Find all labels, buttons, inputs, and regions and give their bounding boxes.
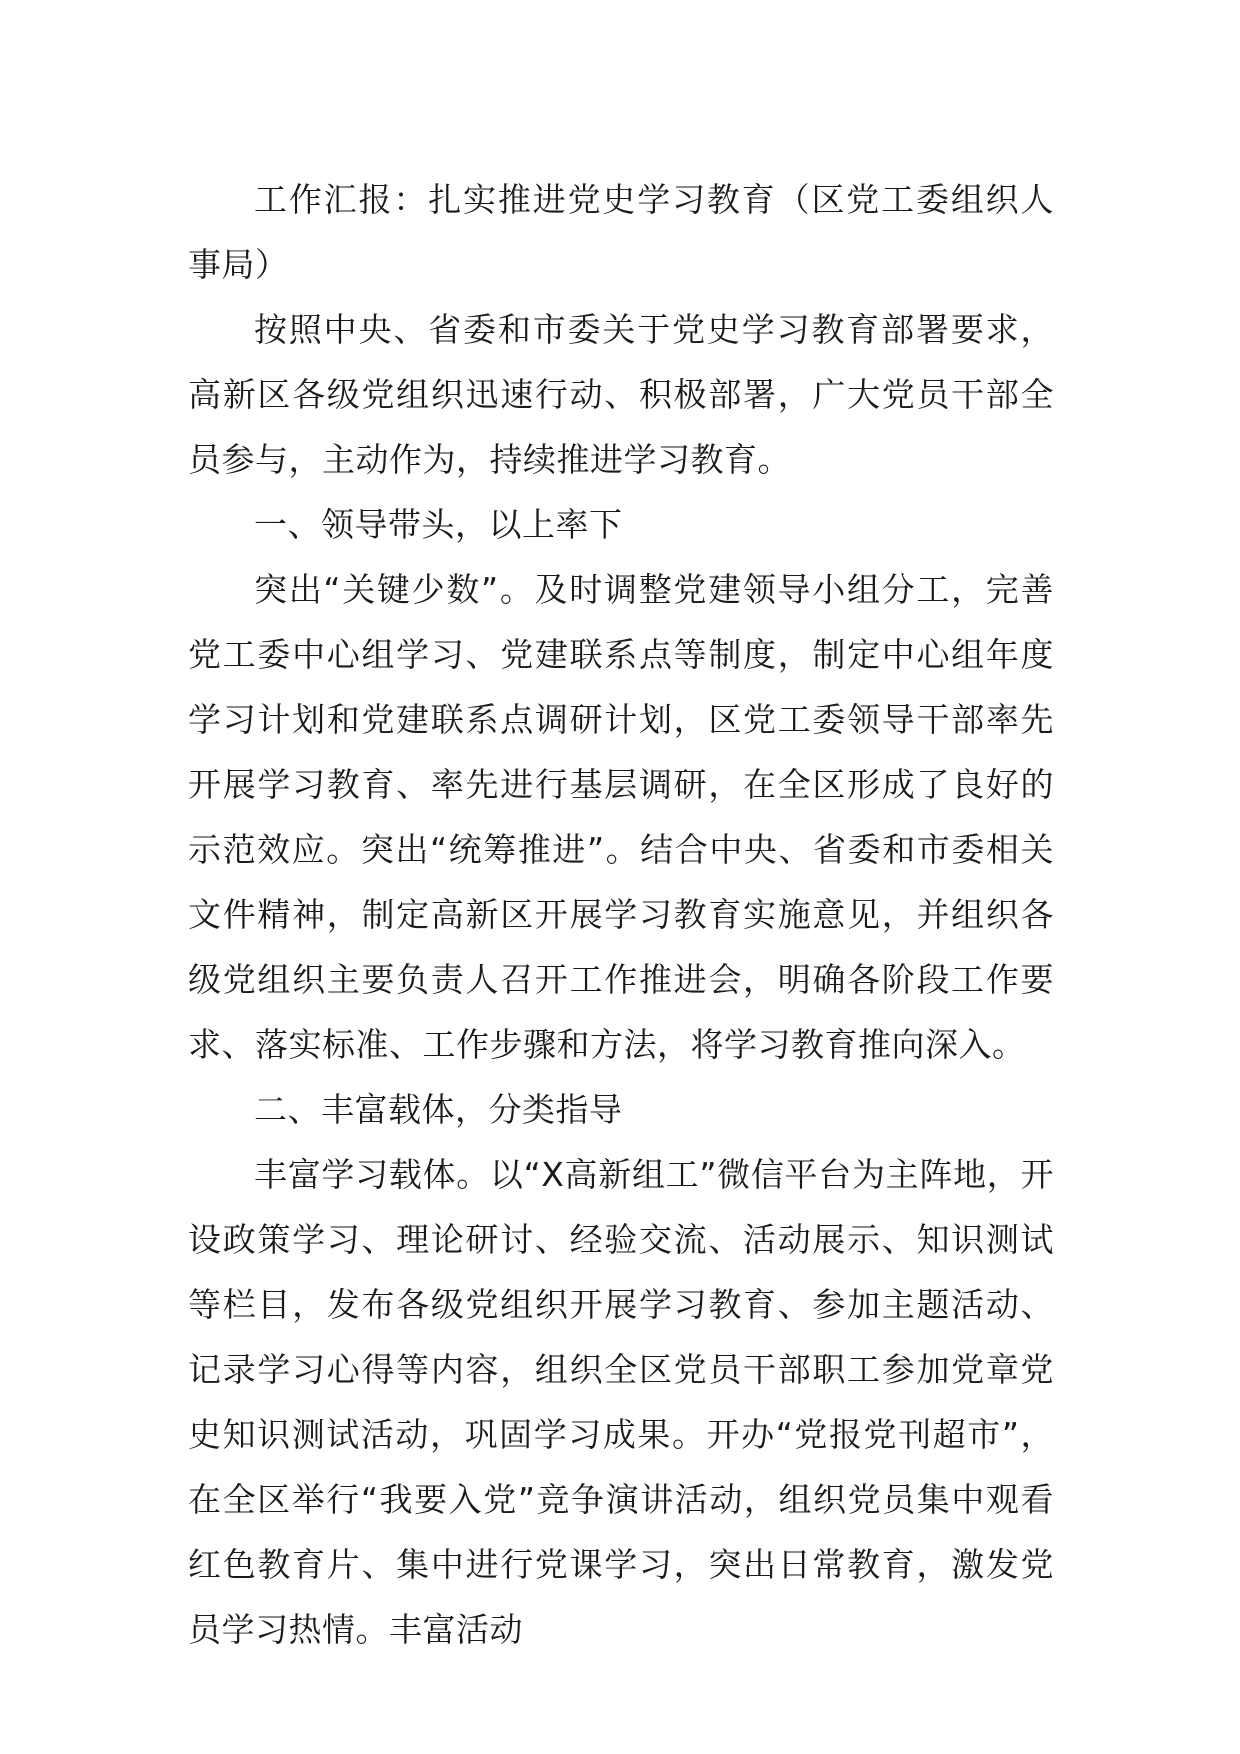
document-title: 工作汇报：扎实推进党史学习教育（区党工委组织人事局） bbox=[188, 180, 1054, 284]
section-heading-1: 一、领导带头，以上率下 bbox=[254, 505, 623, 544]
section-heading-2: 二、丰富载体，分类指导 bbox=[254, 1090, 623, 1129]
paragraph-section-1: 突出“关键少数”。及时调整党建领导小组分工，完善党工委中心组学习、党建联系点等制度，制定中心组年度学习计划和党建联系点调研计划，区党工委领导干部率先开展学习教育、率先进行基层调研，在全区形成了良好的示范效应。突出“统筹推进”。结合中央、省委和市委相关文件精神，制定高新区开展学习教育实施意见，并组织各级党组织主要负责人召开工作推进会，明确各阶段工作要求、落实标准、工作步骤和方法，将学习教育推向深入。 bbox=[188, 570, 1054, 1064]
paragraph-intro: 按照中央、省委和市委关于党史学习教育部署要求，高新区各级党组织迅速行动、积极部署，广大党员干部全员参与，主动作为，持续推进学习教育。 bbox=[188, 310, 1054, 479]
paragraph-section-2: 丰富学习载体。以“X高新组工”微信平台为主阵地，开设政策学习、理论研讨、经验交流、活动展示、知识测试等栏目，发布各级党组织开展学习教育、参加主题活动、记录学习心得等内容，组织全区党员干部职工参加党章党史知识测试活动，巩固学习成果。开办“党报党刊超市”，在全区举行“我要入党”竞争演讲活动，组织党员集中观看红色教育片、集中进行党课学习，突出日常教育，激发党员学习热情。丰富活动 bbox=[188, 1155, 1054, 1649]
document-page bbox=[188, 167, 1054, 1662]
